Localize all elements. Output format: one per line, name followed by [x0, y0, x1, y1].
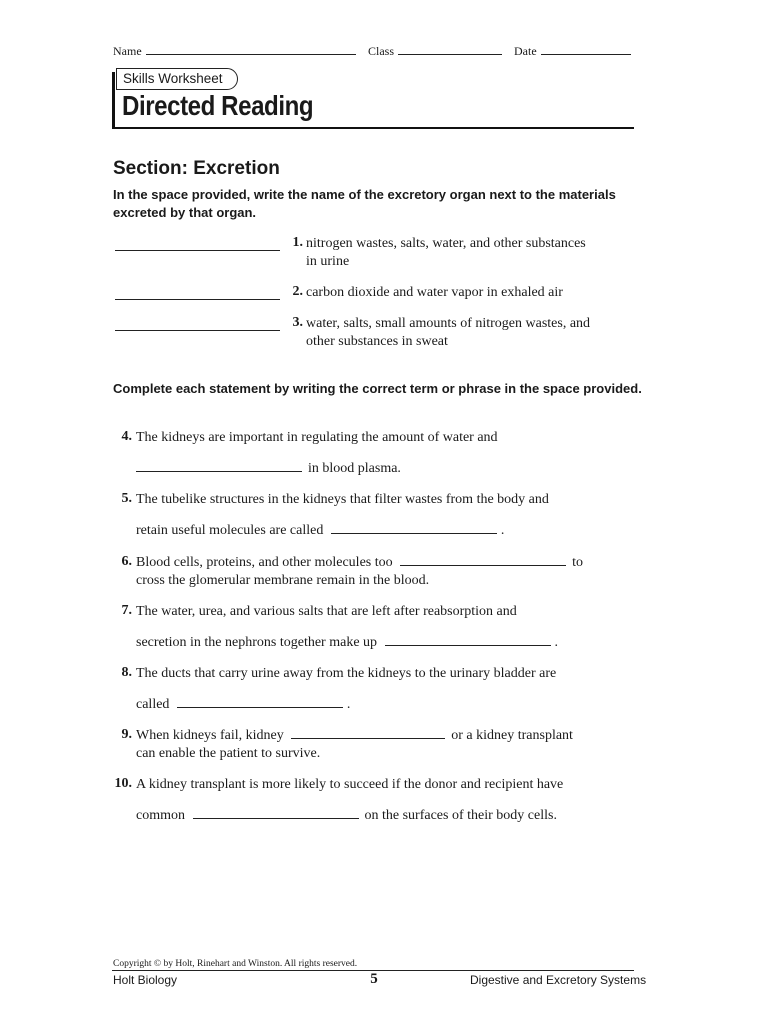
item-number-10: 10.: [114, 776, 132, 791]
answer-blank-4[interactable]: [136, 470, 302, 472]
item-number-8: 8.: [121, 665, 132, 680]
item-7-line1: The water, urea, and various salts that are left after reabsorption and: [136, 604, 517, 619]
worksheet-type-badge: Skills Worksheet: [116, 68, 238, 90]
item-number-7: 7.: [121, 603, 132, 618]
item-4-line1: The kidneys are important in regulating the amount of water and: [136, 430, 498, 445]
item-8-before: called: [136, 697, 170, 712]
item-8-after: .: [346, 697, 351, 712]
date-label: Date: [514, 44, 537, 58]
item-4-line2: [136, 460, 641, 478]
item-9-before: When kidneys fail, kidney: [136, 728, 284, 743]
item-10-before: common: [136, 808, 185, 823]
title-rule: [112, 127, 634, 129]
date-blank[interactable]: [541, 53, 631, 55]
instruction-completion: Complete each statement by writing the correct term or phrase in the space provided.: [113, 381, 642, 396]
name-blank[interactable]: [146, 53, 356, 55]
answer-blank-5[interactable]: [331, 532, 497, 534]
section-heading: Section: Excretion: [113, 158, 280, 179]
page-title: Directed Reading: [122, 90, 314, 121]
item-9-after: or a kidney transplant: [451, 728, 573, 743]
item-5-after: .: [500, 523, 505, 538]
matching-text-1: [306, 235, 641, 271]
item-10-after: on the surfaces of their body cells.: [364, 808, 557, 823]
item-number-3: 3.: [292, 315, 303, 330]
matching-text-3-line1: water, salts, small amounts of nitrogen wastes, and: [306, 316, 591, 331]
item-9-line2: can enable the patient to survive.: [136, 746, 321, 761]
item-number-4: 4.: [121, 429, 132, 444]
item-10-line2: [136, 807, 641, 825]
class-blank[interactable]: [398, 53, 502, 55]
answer-blank-8[interactable]: [177, 706, 343, 708]
item-6-line2: cross the glomerular membrane remain in the blood.: [136, 573, 430, 588]
footer-book-title: Holt Biology: [113, 973, 178, 987]
class-field[interactable]: [368, 44, 502, 59]
answer-blank-3[interactable]: [115, 329, 280, 331]
answer-blank-7[interactable]: [385, 644, 551, 646]
item-7-after: .: [554, 635, 559, 650]
item-9-line1: [136, 727, 641, 745]
item-5-line1: The tubelike structures in the kidneys that filter wastes from the body and: [136, 492, 549, 507]
class-label: Class: [368, 44, 395, 58]
title-side-bar: [112, 72, 115, 129]
matching-text-3: [306, 315, 641, 351]
name-field[interactable]: [113, 44, 356, 59]
item-10-line1: A kidney transplant is more likely to succeed if the donor and recipient have: [136, 777, 564, 792]
instruction-matching: In the space provided, write the name of the excretory organ next to the materials excreted by that organ.: [113, 187, 616, 220]
date-field[interactable]: [514, 44, 631, 59]
footer-chapter-title: Digestive and Excretory Systems: [470, 973, 647, 987]
item-number-1: 1.: [292, 235, 303, 250]
item-6-line1: [136, 554, 641, 572]
item-number-9: 9.: [121, 727, 132, 742]
item-7-before: secretion in the nephrons together make up: [136, 635, 378, 650]
answer-blank-6[interactable]: [400, 564, 566, 566]
name-label: Name: [113, 44, 142, 58]
item-number-5: 5.: [121, 491, 132, 506]
copyright-notice: Copyright © by Holt, Rinehart and Winston. All rights reserved.: [113, 959, 358, 969]
item-8-line2: [136, 696, 641, 714]
item-7-line2: [136, 634, 641, 652]
matching-text-1-line2: in urine: [306, 254, 350, 269]
item-4-after: in blood plasma.: [308, 461, 401, 476]
page-number: 5: [370, 971, 378, 987]
item-number-6: 6.: [121, 554, 132, 569]
item-8-line1: The ducts that carry urine away from the kidneys to the urinary bladder are: [136, 666, 557, 681]
item-5-before: retain useful molecules are called: [136, 523, 324, 538]
answer-blank-2[interactable]: [115, 298, 280, 300]
matching-text-3-line2: other substances in sweat: [306, 334, 448, 349]
answer-blank-9[interactable]: [291, 737, 445, 739]
item-6-after: to: [572, 555, 584, 570]
matching-text-2: carbon dioxide and water vapor in exhaled air: [306, 285, 563, 300]
item-6-before: Blood cells, proteins, and other molecules too: [136, 555, 393, 570]
answer-blank-10[interactable]: [193, 817, 359, 819]
matching-text-1-line1: nitrogen wastes, salts, water, and other substances: [306, 236, 586, 251]
item-5-line2: [136, 522, 641, 540]
item-number-2: 2.: [292, 284, 303, 299]
answer-blank-1[interactable]: [115, 249, 280, 251]
